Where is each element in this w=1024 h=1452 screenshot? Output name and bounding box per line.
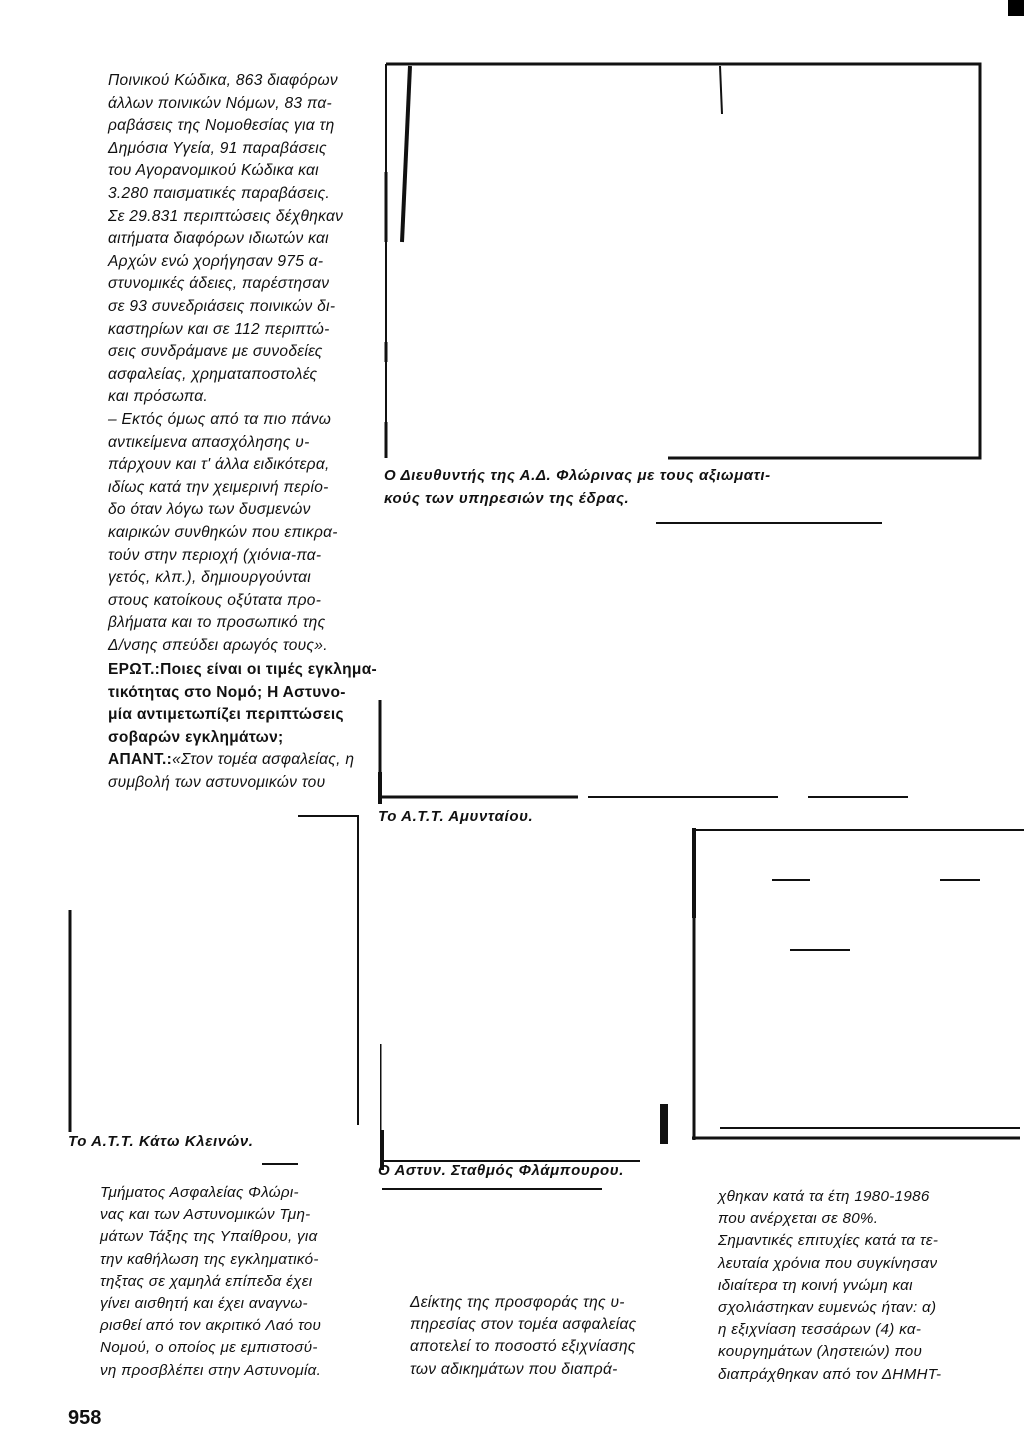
- left-column-line: του Αγορανομικού Κώδικα και: [108, 162, 319, 180]
- left-column-line: Δ/νσης σπεύδει αρωγός τους».: [108, 637, 328, 654]
- bottom-middle-line: πηρεσίας στον τομέα ασφαλείας: [410, 1316, 637, 1334]
- left-column-line: στους κατοίκους οξύτατα προ-: [108, 591, 322, 609]
- bottom-left-line: γίνει αισθητή και έχει αναγνω-: [100, 1295, 308, 1312]
- bottom-middle-line: των αδικημάτων που διαπρά-: [410, 1360, 618, 1378]
- left-column-line: Αρχών ενώ χορήγησαν 975 α-: [108, 252, 324, 270]
- bottom-right-line: διαπράχθηκαν από τον ΔΗΜΗΤ-: [718, 1365, 942, 1383]
- caption-kato-kleinon: Το Α.Τ.Τ. Κάτω Κλεινών.: [68, 1133, 254, 1150]
- bottom-right-line: η εξιχνίαση τεσσάρων (4) κα-: [718, 1321, 922, 1339]
- caption-director-line-1: Ο Διευθυντής της Α.Δ. Φλώρινας με τους αξιωματι-: [384, 467, 771, 484]
- answer-line-2: συμβολή των αστυνομικών του: [108, 774, 326, 791]
- corner-mark: [1008, 0, 1024, 16]
- bottom-middle-line: αποτελεί το ποσοστό εξιχνίασης: [410, 1338, 636, 1356]
- left-column-line: σεις συνδράμανε με συνοδείες: [108, 343, 323, 361]
- left-col-rule: [298, 815, 358, 817]
- left-column-line: καστηρίων και σε 112 περιπτώ-: [108, 320, 330, 338]
- caption-flampourou: Ο Αστυν. Σταθμός Φλάμπουρου.: [378, 1162, 624, 1179]
- left-column-line: Δημόσια Υγεία, 91 παραβάσεις: [108, 139, 327, 157]
- left-column-line: ραβάσεις της Νομοθεσίας για τη: [108, 117, 335, 135]
- left-column-line: ιδίως κατά την χειμερινή περίο-: [108, 478, 329, 496]
- left-column-line: στυνομικές άδειες, παρέστησαν: [108, 275, 330, 293]
- question-label: ΕΡΩΤ.:: [108, 661, 161, 678]
- left-column-line: ασφαλείας, χρηματαποστολές: [108, 365, 318, 383]
- question-line-3: μία αντιμετωπίζει περιπτώσεις: [108, 706, 344, 724]
- caption-director-line-2: κούς των υπηρεσιών της έδρας.: [384, 490, 630, 507]
- interview-question: [108, 659, 377, 795]
- bottom-right-line: κουργημάτων (ληστειών) που: [718, 1343, 923, 1361]
- answer-text-1: «Στον τομέα ασφαλείας, η: [172, 751, 355, 769]
- bottom-right-column: [718, 1186, 998, 1416]
- caption-amyntaio: Το Α.Τ.Τ. Αμυνταίου.: [378, 808, 534, 825]
- left-column-line: σε 93 συνεδριάσεις ποινικών δι-: [108, 298, 336, 315]
- left-column-line: γετός, κλπ.), δημιουργούνται: [108, 569, 312, 587]
- caption-rule: [656, 522, 882, 524]
- bottom-middle-line: Δείκτης της προσφοράς της υ-: [410, 1294, 625, 1311]
- answer-label: ΑΠΑΝΤ.:: [108, 751, 173, 769]
- bottom-right-line: Σημαντικές επιτυχίες κατά τα τε-: [718, 1232, 939, 1250]
- left-column-line: αιτήματα διαφόρων ιδιωτών και: [108, 230, 329, 248]
- bottom-left-line: νας και των Αστυνομικών Τμη-: [100, 1206, 311, 1224]
- photo-flampourou-station: [380, 828, 1024, 1158]
- left-column-line: – Εκτός όμως από τα πιο πάνω: [108, 411, 332, 428]
- bottom-right-line: ιδιαίτερα τη κοινή γνώμη και: [718, 1276, 913, 1294]
- question-line-1: [108, 659, 377, 682]
- bottom-left-line: την καθήλωση της εγκληματικό-: [100, 1250, 319, 1268]
- bottom-right-line: σχολιάστηκαν ευμενώς ήταν: α): [718, 1299, 937, 1316]
- left-column-line: άλλων ποινικών Νόμων, 83 πα-: [108, 94, 332, 112]
- bottom-right-line: λευταία χρόνια που συγκίνησαν: [718, 1254, 938, 1272]
- question-line-2: τικότητας στο Νομό; Η Αστυνο-: [108, 683, 346, 701]
- flampourou-rule: [382, 1188, 602, 1190]
- left-column-line: 3.280 παισματικές παραβάσεις.: [108, 185, 331, 202]
- bottom-left-line: νη προσβλέπει στην Αστυνομία.: [100, 1361, 322, 1379]
- bottom-left-line: τηξτας σε χαμηλά επίπεδα έχει: [100, 1272, 313, 1290]
- bottom-left-line: Νομού, ο οποίος με εμπιστοσύ-: [100, 1339, 318, 1357]
- page-number: 958: [68, 1407, 102, 1429]
- bottom-right-line: χθηκαν κατά τα έτη 1980-1986: [718, 1188, 930, 1205]
- photo-director-officers: [380, 62, 982, 460]
- bottom-left-line: μάτων Τάξης της Υπαίθρου, για: [100, 1228, 318, 1246]
- left-column-line: τούν στην περιοχή (χιόνια-πα-: [108, 546, 322, 564]
- left-column-line: και πρόσωπα.: [108, 388, 209, 406]
- answer-line-1: [108, 749, 354, 772]
- left-column-line: αντικείμενα απασχόλησης υ-: [108, 433, 310, 451]
- question-line-4: σοβαρών εγκλημάτων;: [108, 728, 284, 746]
- left-column-line: καιρικών συνθηκών που επικρα-: [108, 524, 338, 541]
- kato-kleinon-rule: [262, 1163, 298, 1165]
- left-column-line: Ποινικού Κώδικα, 863 διαφόρων: [108, 72, 338, 89]
- bottom-right-line: που ανέρχεται σε 80%.: [718, 1210, 879, 1228]
- bottom-left-column: [100, 1182, 380, 1412]
- left-column-text: [108, 70, 363, 654]
- bottom-left-line: Τμήματος Ασφαλείας Φλώρι-: [100, 1184, 299, 1201]
- bottom-middle-column: [410, 1292, 690, 1412]
- left-column-line: Σε 29.831 περιπτώσεις δέχθηκαν: [108, 207, 344, 225]
- photo-att-kato-kleinon: [66, 880, 366, 1140]
- left-column-line: δο όταν λόγω των δυσμενών: [108, 501, 311, 519]
- photo-att-amyntaio: [378, 700, 908, 804]
- left-column-line: βλήματα και το προσωπικό της: [108, 614, 326, 632]
- question-text-1: Ποιες είναι οι τιμές εγκλημα-: [160, 661, 377, 678]
- left-column-line: πάρχουν και τ' άλλα ειδικότερα,: [108, 456, 330, 474]
- bottom-left-line: ρισθεί από τον ακριτικό Λαό του: [100, 1317, 322, 1335]
